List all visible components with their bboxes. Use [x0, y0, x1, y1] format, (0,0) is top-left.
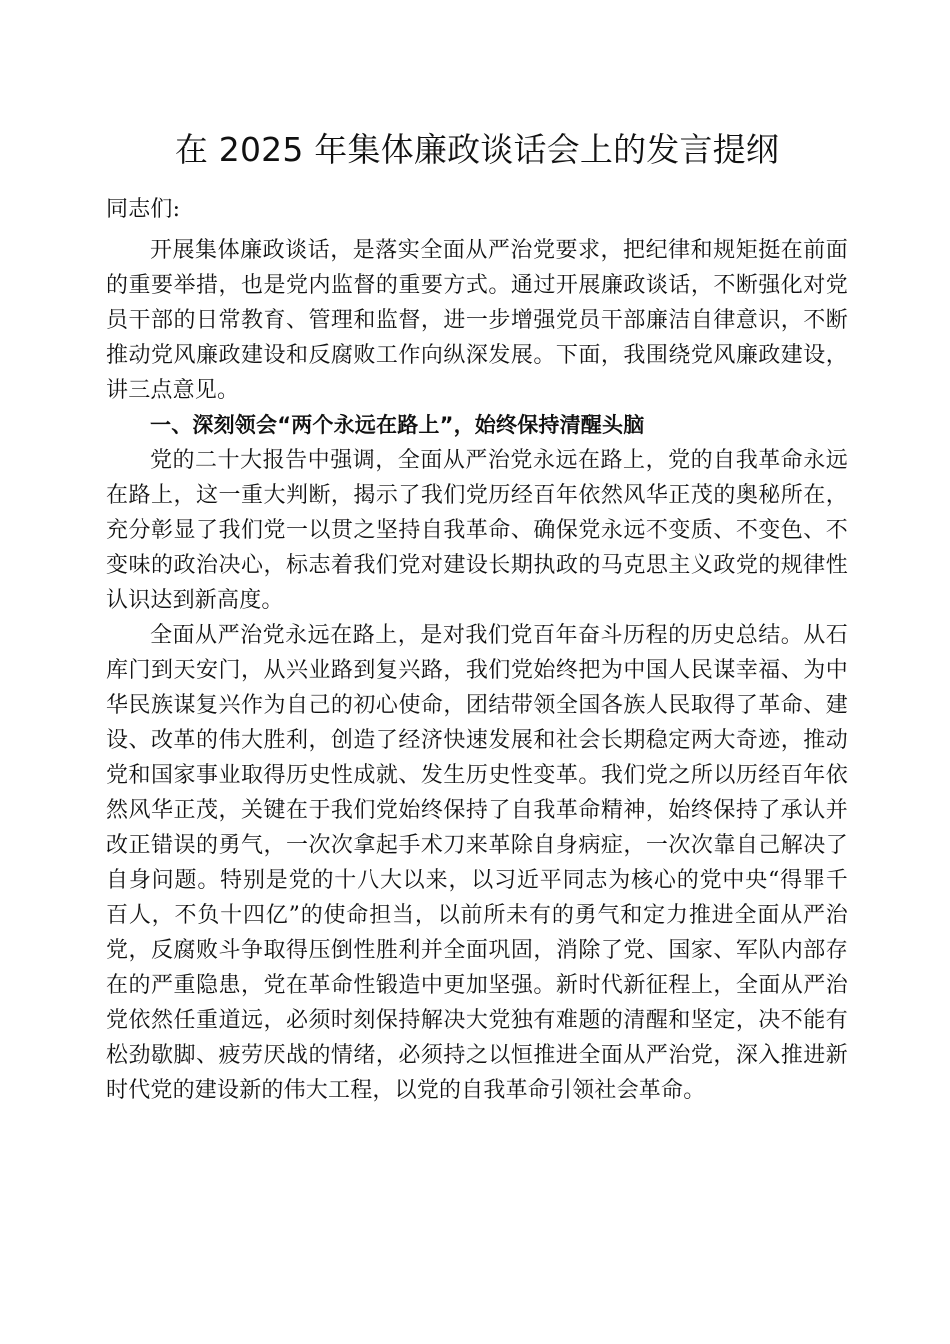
- section-heading: 一、深刻领会“两个永远在路上”，始终保持清醒头脑: [150, 412, 645, 437]
- document-title: 在 2025 年集体廉政谈话会上的发言提纲: [174, 130, 780, 169]
- salutation: 同志们:: [106, 196, 181, 222]
- body-paragraph-2: 全面从严治党永远在路上，是对我们党百年奋斗历程的历史总结。从石库门到天安门，从兴业路到复兴路，我们党始终把为中国人民谋幸福、为中华民族谋复兴作为自己的初心使命，团结带领全国各族人民取得了革命、建设、改革的伟大胜利，创造了经济快速发展和社会长期稳定两大奇迹，推动党和国家事业取得历史性成就、发生历史性变革。我们党之所以历经百年依然风华正茂，关键在于我们党始终保持了自我革命精神，始终保持了承认并改正错误的勇气，一次次拿起手术刀来革除自身病症，一次次靠自己解决了自身问题。特别是党的十八大以来，以习近平同志为核心的党中央“得罪千百人，不负十四亿”的使命担当，以前所未有的勇气和定力推进全面从严治党，反腐败斗争取得压倒性胜利并全面巩固，消除了党、国家、军队内部存在的严重隐患，党在革命性锻造中更加坚强。新时代新征程上，全面从严治党依然任重道远，必须时刻保持解决大党独有难题的清醒和坚定，决不能有松劲歇脚、疲劳厌战的情绪，必须持之以恒推进全面从严治党，深入推进新时代党的建设新的伟大工程，以党的自我革命引领社会革命。: [106, 622, 848, 1103]
- intro-paragraph: 开展集体廉政谈话，是落实全面从严治党要求，把纪律和规矩挺在前面的重要举措，也是党内监督的重要方式。通过开展廉政谈话，不断强化对党员干部的日常教育、管理和监督，进一步增强党员干部廉洁自律意识，不断推动党风廉政建设和反腐败工作向纵深发展。下面，我围绕党风廉政建设，讲三点意见。: [106, 237, 848, 403]
- body-paragraph-1: 党的二十大报告中强调，全面从严治党永远在路上，党的自我革命永远在路上，这一重大判断，揭示了我们党历经百年依然风华正茂的奥秘所在，充分彰显了我们党一以贯之坚持自我革命、确保党永远不变质、不变色、不变味的政治决心，标志着我们党对建设长期执政的马克思主义政党的规律性认识达到新高度。: [106, 447, 848, 613]
- document-content: [106, 130, 848, 1108]
